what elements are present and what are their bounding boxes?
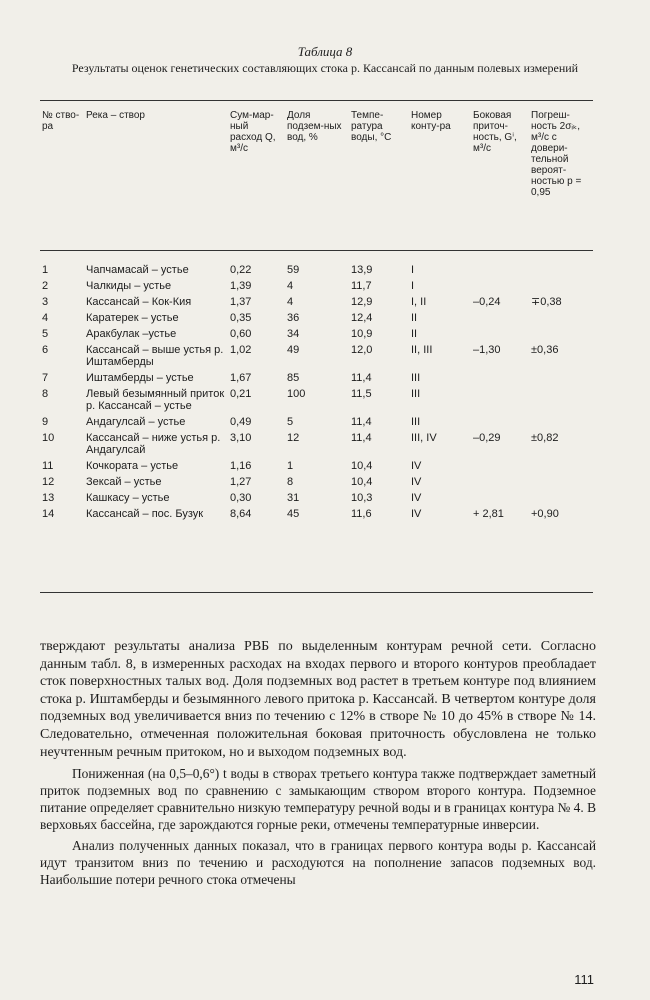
col-header-number: № ство-ра bbox=[42, 110, 80, 132]
table-label: Таблица 8 bbox=[297, 44, 353, 59]
table-row: 10 Кассансай – ниже устья р. Андагулсай 3,10 12 11,4 III, IV –0,29 ±0,82 bbox=[42, 432, 559, 456]
body-text bbox=[40, 638, 596, 888]
table-row: 6 Кассансай – выше устья р. Иштамберды 1,02 49 12,0 II, III –1,30 ±0,36 bbox=[42, 344, 559, 368]
col-header-error: Погреш-ность 2σᵢₖ, м³/с с довери-тельной вероят-ностью p = 0,95 bbox=[531, 110, 582, 198]
table-row: 5 Аракбулак –устье 0,60 34 10,9 II bbox=[42, 328, 418, 340]
page-number: 111 bbox=[574, 972, 594, 987]
table-header-row bbox=[40, 104, 593, 250]
col-header-temperature: Темпе-ратура воды, °С bbox=[351, 110, 392, 143]
col-header-lateral-inflow: Боковая приточ-ность, Gⁱ, м³/с bbox=[473, 110, 517, 154]
table-row: 12 Зексай – устье 1,27 8 10,4 IV bbox=[42, 476, 422, 488]
paragraph-2: Пониженная (на 0,5–0,6°) t воды в створах третьего контура также подтверждает заметный приток подземных вод по сравнению с замыкающим створом второго контура. Подземное питание определяет сравнительно низкую температуру речной воды и в границах контура № 4. В верховьях бассейна, где зарождаются горные реки, отмечены температурные инверсии. bbox=[40, 766, 596, 833]
table-title: Результаты оценок генетических составляющих стока р. Кассансай по данным полевых измерений bbox=[71, 61, 579, 75]
table-row: 8 Левый безымянный приток р. Кассансай – устье 0,21 100 11,5 III bbox=[42, 388, 421, 412]
col-header-discharge: Сум-мар-ный расход Q, м³/с bbox=[230, 110, 276, 154]
paragraph-1: тверждают результаты анализа РВБ по выделенным контурам речной сети. Согласно данным табл. 8, в измеренных расходах на входах первого и второго контуров преобладает сток поверхностных талых вод. Доля подземных вод растет в третьем контуре под влиянием стока р. Иштамберды и безымянного левого притока р. Кассансай. В четвертом контуре доля подземных вод увеличивается вниз по течению с 12% в створе № 10 до 45% в створе № 14. Следовательно, отмеченная положительная боковая приточность обусловлена не только неучтенным речным притоком, но и выходом подземных вод. bbox=[40, 639, 596, 760]
table-row: 7 Иштамберды – устье 1,67 85 11,4 III bbox=[42, 372, 421, 384]
table-row: 3 Кассансай – Кок-Кия 1,37 4 12,9 I, II –0,24 ∓0,38 bbox=[42, 296, 562, 308]
paragraph-3: Анализ полученных данных показал, что в границах первого контура воды р. Кассансай идут транзитом вниз по течению и расходуются на пополнение запасов подземных вод. Наибольшие потери речного стока отмечены bbox=[40, 838, 596, 888]
table-row: 2 Чалкиды – устье 1,39 4 11,7 I bbox=[42, 280, 415, 292]
table-row: 14 Кассансай – пос. Бузук 8,64 45 11,6 IV + 2,81 +0,90 bbox=[42, 508, 559, 520]
table-header-rule bbox=[40, 250, 593, 251]
table-bottom-rule bbox=[40, 592, 593, 593]
table-row: 11 Кочкората – устье 1,16 1 10,4 IV bbox=[42, 460, 422, 472]
table-row: 13 Кашкасу – устье 0,30 31 10,3 IV bbox=[42, 492, 422, 504]
col-header-groundwater-share: Доля подзем-ных вод, % bbox=[287, 110, 342, 143]
table-top-rule bbox=[40, 100, 593, 101]
table-row: 9 Андагулсай – устье 0,49 5 11,4 III bbox=[42, 416, 421, 428]
table-row: 4 Каратерек – устье 0,35 36 12,4 II bbox=[42, 312, 418, 324]
col-header-contour: Номер конту-ра bbox=[411, 110, 451, 132]
table-row: 1 Чапчамасай – устье 0,22 59 13,9 I bbox=[42, 264, 415, 276]
col-header-river: Река – створ bbox=[86, 110, 145, 121]
results-table bbox=[40, 104, 593, 523]
